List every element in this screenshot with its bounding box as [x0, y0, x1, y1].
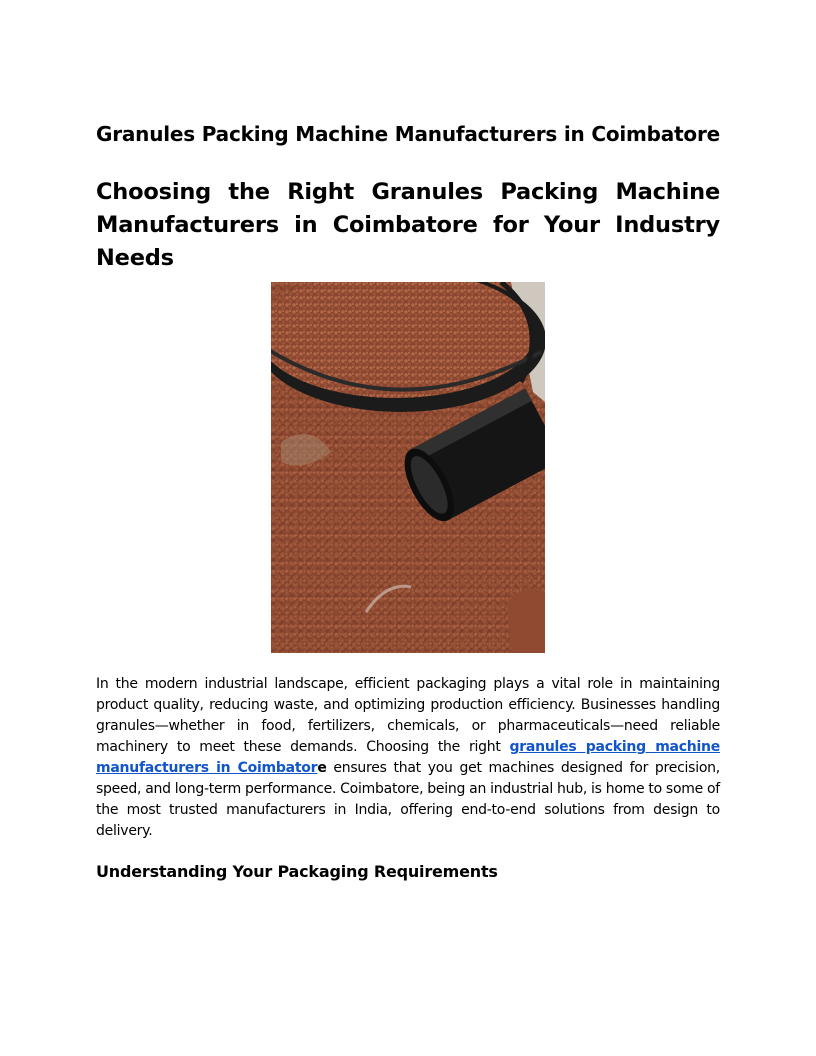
paragraph-text-before-link: In the modern industrial landscape, efficient packaging plays a vital role in maintaining product quality, reducing waste, and optimizing production efficiency. Businesses handling granules—whether in food, fertilizers, chemicals, or pharmaceuticals—need reliable machinery to meet these demands. Choosing the right: [96, 676, 720, 755]
intro-paragraph: [96, 674, 720, 842]
granules-photo: [271, 282, 545, 653]
manufacturers-link[interactable]: granules packing machine manufacturers in Coimbator: [96, 739, 721, 776]
link-tail-text: e: [317, 760, 327, 776]
subheading: Understanding Your Packaging Requirements: [96, 862, 498, 881]
paragraph-text-after-link: ensures that you get machines designed for precision, speed, and long-term performance. Coimbatore, being an industrial hub, is home to some of the most trusted manufacturers in India, offering end-to-end solutions from design to delivery.: [96, 760, 720, 839]
page-title: Granules Packing Machine Manufacturers in Coimbatore: [96, 122, 720, 146]
section-heading: Choosing the Right Granules Packing Machine Manufacturers in Coimbatore for Your Industry Needs: [96, 179, 720, 271]
